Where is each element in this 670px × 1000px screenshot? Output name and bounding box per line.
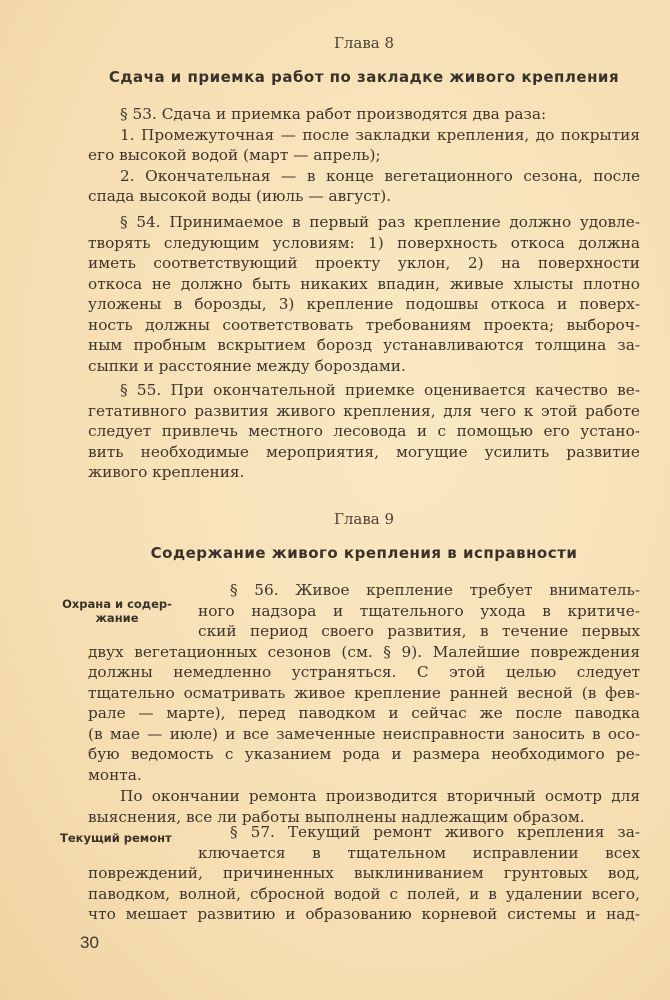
paragraph-57: § 57. Текущий ремонт живого крепления за- ключается в тщательном исправлении всех повреждений, причиненных выклиниванием грунтовых вод, паводком, волной, сбросной водой с полей, и в удалении всего, что мешает развитию и образованию корневой системы и над- — [88, 823, 640, 923]
paragraph-53: § 53. Сдача и приемка работ производятся два раза: 1. Промежуточная — после закладки крепления, до покрытия его высокой водой (март — апрель); 2. Окончательная — в конце вегетационного сезона, после спада высокой воды (июль — август). — [88, 105, 640, 205]
chapter-9-title: Содержание живого крепления в исправности — [150, 544, 578, 562]
paragraph-56-followup: По окончании ремонта производится вторичный осмотр для выяснения, все ли работы выполнены надлежащим образом. — [88, 787, 640, 826]
margin-note-maintenance: Охрана и содер- жание — [62, 597, 172, 625]
chapter-8-title: Сдача и приемка работ по закладке живого крепления — [108, 68, 620, 86]
paragraph-54: § 54. Принимаемое в первый раз крепление должно удовле- творять следующим условиям: 1) поверхность откоса должна иметь соответствующий проекту уклон, 2) на поверхности откоса не должно быть никаких впадин, живые хлысты плотно уложены в борозды, 3) крепление подошвы откоса и поверх- ность должны соответствовать требованиям проекта; выбороч- ным пробным вскрытием борозд устанавливаются толщина за- сыпки и расстояние между бороздами. — [88, 213, 640, 375]
paragraph-55: § 55. При окончательной приемке оценивается качество ве- гетативного развития живого крепления, для чего к этой работе следует привлечь местного лесовода и с помощью его устано- вить необходимые мероприятия, могущие усилить развитие живого крепления. — [88, 381, 640, 481]
page-number: 30 — [80, 933, 99, 952]
chapter-9-label: Глава 9 — [333, 510, 395, 528]
margin-note-current-repair: Текущий ремонт — [60, 831, 172, 845]
paragraph-56: § 56. Живое крепление требует вниматель- ного надзора и тщательного ухода в критиче- ский период своего развития, в течение первых двух вегетационных сезонов (см. § 9). Малейшие повреждения должны немедленно устраняться. С этой целью следует тщательно осматривать живое крепление ранней весной (в фев- рале — марте), перед паводком и сейчас же после паводка (в мае — июле) и все замеченные неисправности заносить в осо- бую ведомость с указанием рода и размера необходимого ре- монта. — [88, 581, 640, 784]
chapter-8-label: Глава 8 — [333, 34, 395, 52]
